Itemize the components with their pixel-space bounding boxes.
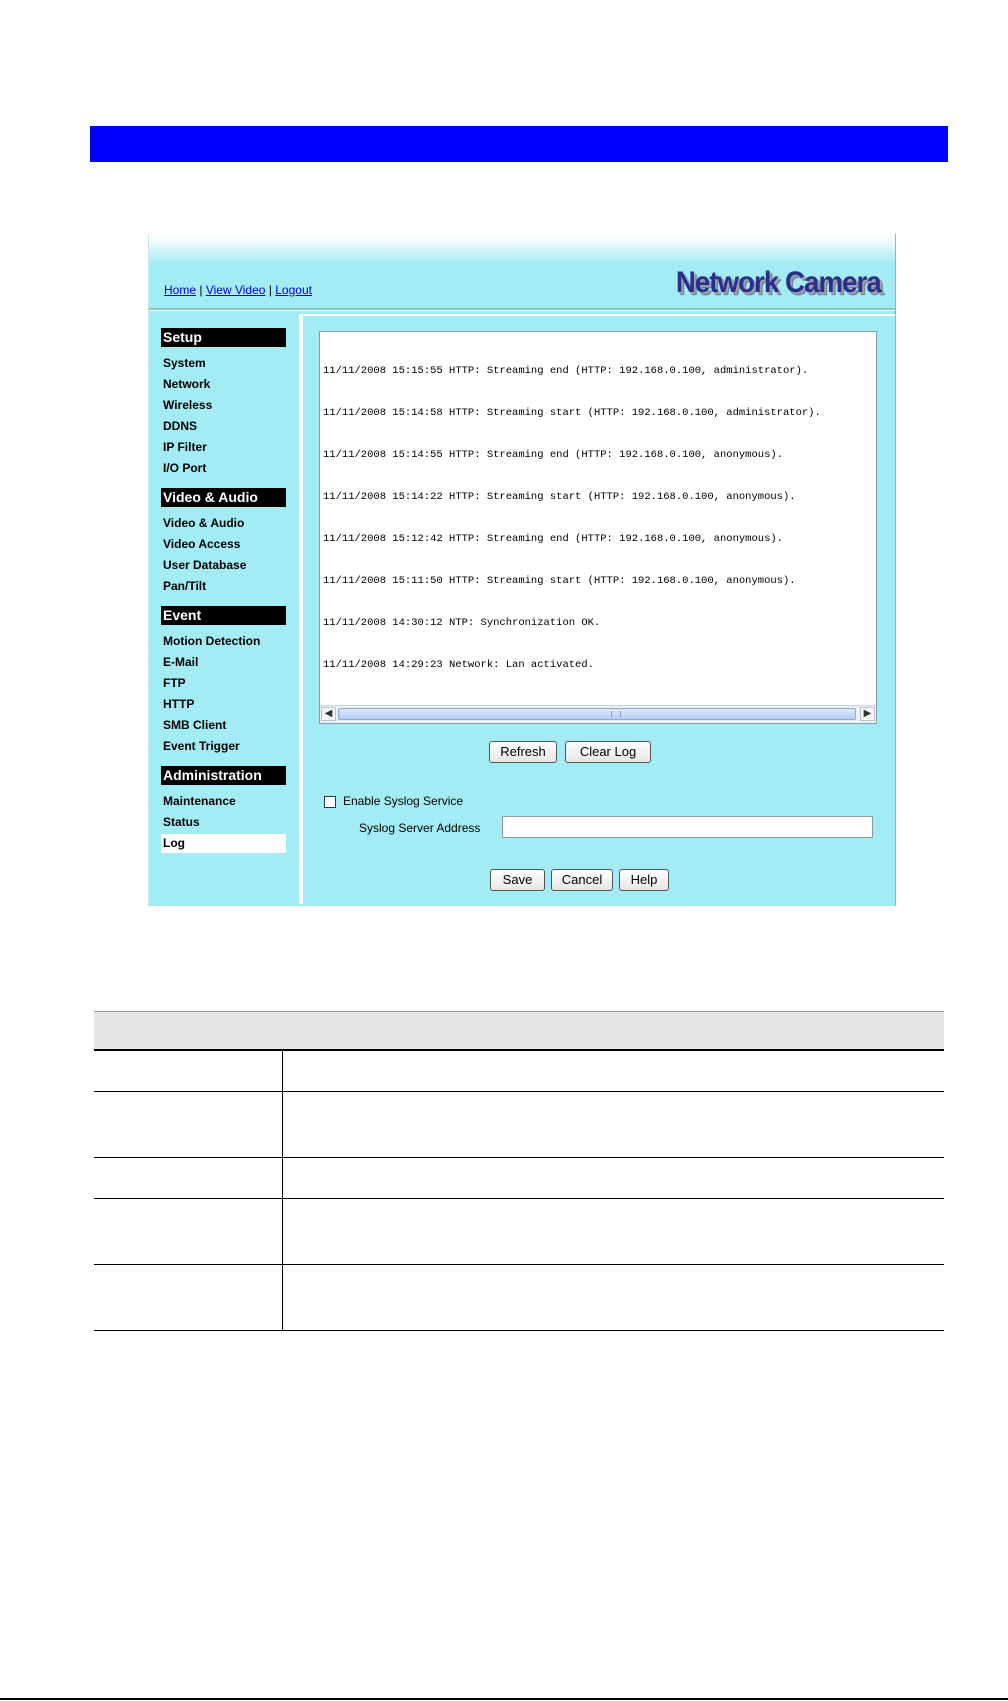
horizontal-scrollbar[interactable] <box>320 705 876 723</box>
table-row <box>94 1265 944 1331</box>
table-row <box>94 1199 944 1265</box>
top-links <box>164 283 312 297</box>
cancel-button[interactable]: Cancel <box>551 869 613 891</box>
sidebar-item-http[interactable]: HTTP <box>163 697 195 711</box>
log-line: 11/11/2008 14:29:23 Network: Lan activated. <box>323 659 594 671</box>
description-table <box>94 1011 944 1331</box>
sidebar-item-wireless[interactable]: Wireless <box>163 398 213 412</box>
sidebar-item-smb-client[interactable]: SMB Client <box>163 718 227 732</box>
table-row <box>94 1051 944 1092</box>
sidebar-item-video-access[interactable]: Video Access <box>163 537 241 551</box>
table-cell <box>94 1092 283 1157</box>
log-line: 11/11/2008 15:11:50 HTTP: Streaming start (HTTP: 192.168.0.100, anonymous). <box>323 575 796 587</box>
table-cell <box>94 1265 283 1330</box>
sidebar-item-pan-tilt[interactable]: Pan/Tilt <box>163 579 207 593</box>
camera-header <box>149 234 895 311</box>
sidebar-item-log[interactable]: Log <box>161 834 286 853</box>
home-link[interactable]: Home <box>164 283 197 297</box>
table-cell <box>283 1051 944 1091</box>
log-line: 11/11/2008 14:30:12 NTP: Synchronization OK. <box>323 617 601 629</box>
sidebar-item-ddns[interactable]: DDNS <box>163 419 198 433</box>
table-cell <box>283 1158 944 1198</box>
sidebar-section-setup: Setup <box>161 328 286 347</box>
sidebar-item-maintenance[interactable]: Maintenance <box>163 794 236 808</box>
scroll-right-icon[interactable]: ▶ <box>860 707 875 721</box>
log-line: 11/11/2008 15:12:42 HTTP: Streaming end (HTTP: 192.168.0.100, anonymous). <box>323 533 783 545</box>
log-textarea[interactable] <box>319 331 877 724</box>
table-row <box>94 1158 944 1199</box>
table-header <box>94 1011 944 1051</box>
camera-web-ui <box>148 234 896 906</box>
table-cell <box>283 1092 944 1157</box>
table-cell <box>94 1199 283 1264</box>
sidebar-section-video-audio: Video & Audio <box>161 488 286 507</box>
sidebar-item-io-port[interactable]: I/O Port <box>163 461 207 475</box>
table-cell <box>283 1265 944 1330</box>
table-cell <box>94 1051 283 1091</box>
page-footer-rule <box>0 1698 1008 1700</box>
brand-logo: Network Camera <box>676 266 881 299</box>
sidebar-item-email[interactable]: E-Mail <box>163 655 199 669</box>
enable-syslog-label: Enable Syslog Service <box>343 794 464 808</box>
log-line: 11/11/2008 15:14:58 HTTP: Streaming start (HTTP: 192.168.0.100, administrator). <box>323 407 821 419</box>
enable-syslog-checkbox[interactable] <box>324 796 336 808</box>
section-header-bar <box>90 126 948 162</box>
log-lines <box>323 336 873 700</box>
link-separator: | <box>199 283 203 297</box>
table-row <box>94 1092 944 1158</box>
link-separator: | <box>268 283 272 297</box>
sidebar-item-system[interactable]: System <box>163 356 206 370</box>
help-button[interactable]: Help <box>619 869 669 891</box>
table-cell <box>94 1158 283 1198</box>
clear-log-button[interactable]: Clear Log <box>565 741 651 763</box>
sidebar-item-video-audio[interactable]: Video & Audio <box>163 516 245 530</box>
logout-link[interactable]: Logout <box>275 283 312 297</box>
log-line: 11/11/2008 15:14:55 HTTP: Streaming end (HTTP: 192.168.0.100, anonymous). <box>323 449 783 461</box>
sidebar-item-status[interactable]: Status <box>163 815 200 829</box>
view-video-link[interactable]: View Video <box>205 283 266 297</box>
sidebar-item-event-trigger[interactable]: Event Trigger <box>163 739 240 753</box>
sidebar-item-ftp[interactable]: FTP <box>163 676 186 690</box>
syslog-server-input[interactable] <box>502 816 873 838</box>
sidebar-item-network[interactable]: Network <box>163 377 211 391</box>
sidebar-section-administration: Administration <box>161 766 286 785</box>
refresh-button[interactable]: Refresh <box>489 741 557 763</box>
scroll-thumb[interactable] <box>338 708 856 720</box>
sidebar-item-motion-detection[interactable]: Motion Detection <box>163 634 261 648</box>
sidebar-item-user-database[interactable]: User Database <box>163 558 247 572</box>
sidebar-item-ip-filter[interactable]: IP Filter <box>163 440 207 454</box>
log-line: 11/11/2008 15:15:55 HTTP: Streaming end (HTTP: 192.168.0.100, administrator). <box>323 365 809 377</box>
sidebar-section-event: Event <box>161 606 286 625</box>
header-divider <box>149 308 895 310</box>
scroll-left-icon[interactable]: ◀ <box>321 707 336 721</box>
save-button[interactable]: Save <box>490 869 545 891</box>
table-cell <box>283 1199 944 1264</box>
syslog-server-label: Syslog Server Address <box>359 821 481 835</box>
sidebar <box>149 314 303 904</box>
log-content-panel <box>303 314 895 906</box>
scroll-grip-icon <box>611 711 621 717</box>
log-line: 11/11/2008 15:14:22 HTTP: Streaming start (HTTP: 192.168.0.100, anonymous). <box>323 491 796 503</box>
